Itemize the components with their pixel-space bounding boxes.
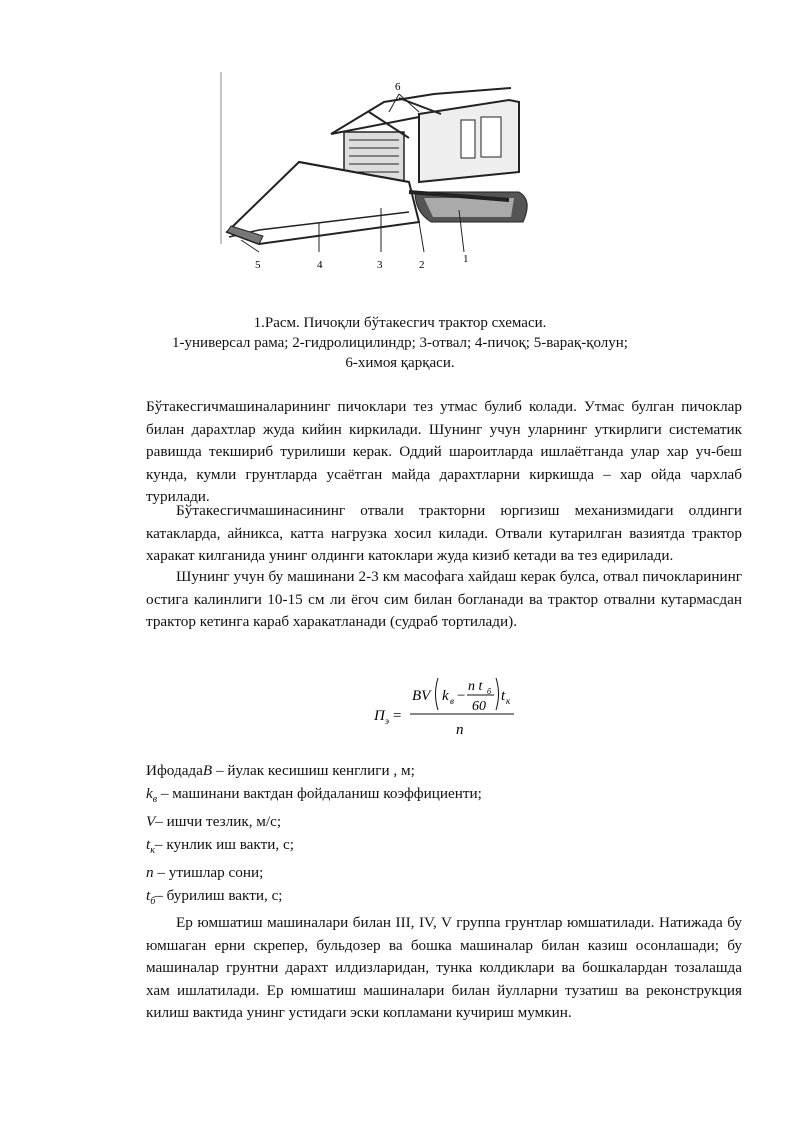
formula-t-sub: к [506,696,511,706]
definition-item [146,783,646,812]
formula-den: n [456,722,464,738]
formula-eq: = [392,708,403,724]
formula-frac-den: 60 [472,699,486,714]
formula-graphic [370,666,530,746]
definition-symbol: B [202,762,213,779]
formula-k: k [442,688,449,704]
definition-subscript: б [150,896,156,908]
definition-symbol: t [146,887,151,905]
productivity-formula [370,666,530,746]
figure-caption-line2: 1-универсал рама; 2-гидролицилиндр; 3-отвал; 4-пичоқ; 5-варақ-қолун; [172,335,628,351]
formula-frac-num: n t [468,679,483,694]
definition-subscript: к [150,844,155,856]
definition-text: – йулак кесишиш кенглиги , м; [212,762,415,779]
definition-symbol: V [146,813,156,831]
callout-4: 4 [317,259,323,271]
formula-t: t [501,688,506,704]
definition-item [146,885,646,914]
callout-6: 6 [395,81,401,93]
definition-list [146,760,646,914]
formula-lhs: П [374,708,385,724]
callout-5: 5 [255,259,261,271]
formula-k-sub: в [450,696,454,706]
paragraph-3: Шунинг учун бу машинани 2-3 км масофага хайдаш керак булса, отвал пичокларининг остига калинлиги 10-15 см ли ёгоч сим билан богланади ва трактор отвални кутармасдан трактор кетинга караб харакатланади (судраб тортилади). [146,568,742,631]
paragraph-1: Бўтакесгичмашиналарининг пичоклари тез утмас булиб колади. Утмас булган пичоклар билан дарахтлар жуда кийин киркилади. Шунинг учун уларнинг уткирлиги систематик равишда текшириб турилиши керак. Оддий шароитларда ишлаётганда улар хар уч-беш кунда, кумли грунтларда усаётган майда дарахтларни киркишда – хар ойда чархлаб турилади. [146,398,742,506]
definition-text: – утишлар сони; [153,864,264,882]
paragraph-2: Бўтакесгичмашинасининг отвали тракторни юргизиш механизмидаги олдинги катакларда, айникса, катта нагрузка хосил килади. Отвали кутарилган вазиятда трактор харакат килганида унинг олдинги катоклари жуда кизиб кетади ва тез едирилади. [146,502,742,565]
callout-1: 1 [463,253,469,265]
formula-frac-num-sub: б [487,687,492,696]
figure-caption-line3: 6-химоя қарқаси. [345,355,455,371]
tractor-drawing [219,72,535,294]
figure-caption-line1: 1.Расм. Пичоқли бўтакесгич трактор схемаси. [253,315,547,331]
definition-item [146,834,646,863]
definition-item [146,760,646,783]
definition-text: – машинани вактдан фойдаланиш коэффициенти; [157,784,482,802]
callout-3: 3 [377,259,383,271]
definition-text: – ишчи тезлик, м/с; [155,813,282,831]
definition-item [146,811,646,834]
definition-symbol: t [146,835,151,853]
definition-text: – кунлик иш вакти, с; [154,835,294,853]
definition-subscript: в [152,793,158,805]
paragraph-4: Ер юмшатиш машиналари билан III, IV, V группа грунтлар юмшатилади. Натижада бу юмшаган ерни скрепер, бульдозер ва бошка машиналар билан казиш осонлашади; бу машиналар грунтни дарахт илдизларидан, тунка колдиклари ва бошкалардан тозалашда хам ишлатилади. Ер юмшатиш машиналари билан йулларни тузатиш ва реконструкция килиш вактида унинг устидаги эски копламани кучириш мумкин. [146,914,742,1022]
definition-symbol: n [146,864,154,882]
formula-bv: BV [412,688,431,704]
definition-item [146,862,646,885]
tractor-schematic-figure [219,72,535,294]
callout-2: 2 [419,259,425,271]
formula-lhs-sub: э [385,716,389,726]
formula-minus: − [456,688,467,704]
definition-text: – бурилиш вакти, с; [155,887,283,905]
definition-prefix: Ифодада [146,762,203,779]
definition-symbol: k [146,784,153,802]
